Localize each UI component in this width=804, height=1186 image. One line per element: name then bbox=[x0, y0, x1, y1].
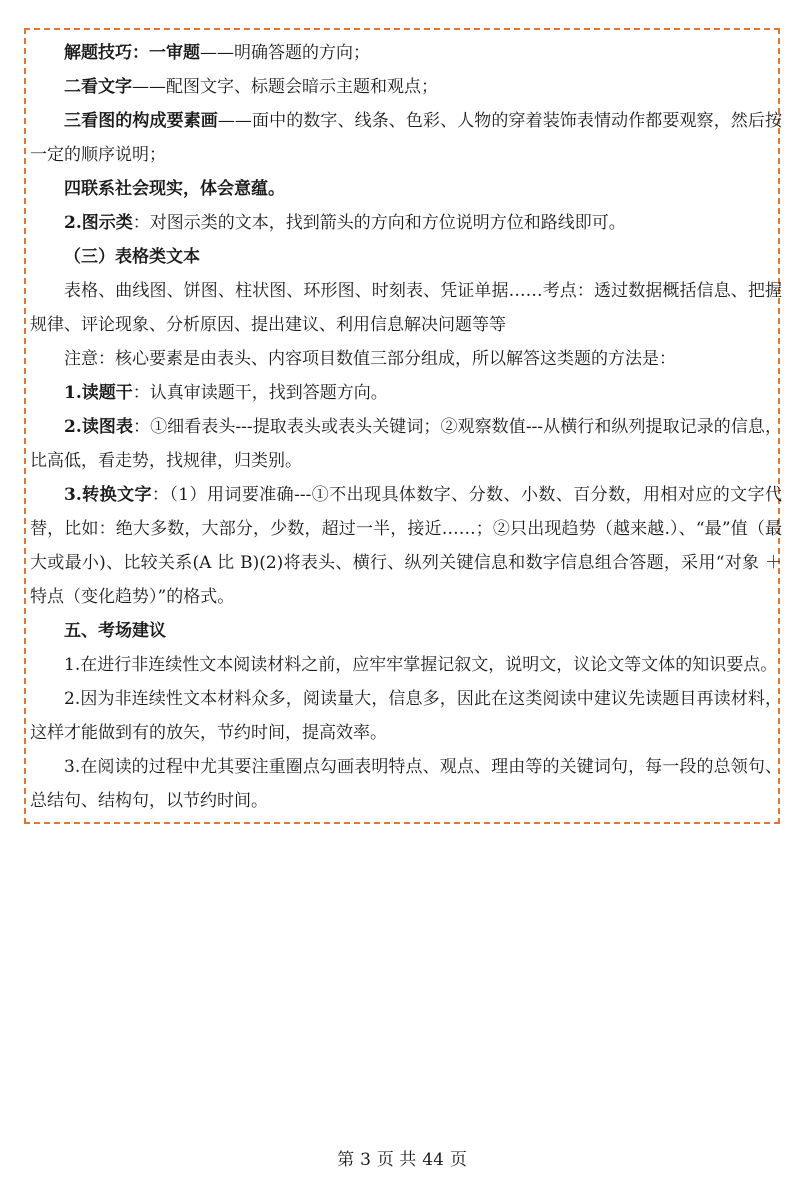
tip3-title: 三看图的构成要素画 bbox=[64, 111, 218, 131]
tip2-text: ——配图文字、标题会暗示主题和观点； bbox=[132, 77, 438, 97]
tips-line-1 bbox=[30, 36, 782, 70]
footer-page-number: 3 bbox=[360, 1150, 371, 1170]
heading-table-text: （三）表格类文本 bbox=[64, 247, 200, 267]
tips-line-4 bbox=[30, 172, 782, 206]
advice-1: 1.在进行非连续性文本阅读材料之前，应牢牢掌握记叙文，说明文，议论文等文体的知识要点。 bbox=[64, 655, 778, 675]
footer-total-pages: 44 bbox=[422, 1150, 444, 1170]
read3-text: ：（1）用词要准确---①不出现具体数字、分数、小数、百分数，用相对应的文字代替，比如：绝大多数，大部分，少数，超过一半，接近……；②只出现趋势（越来越.）、“最”值（最大或最小)、比较关系(A 比 B)(2)将表头、横行、纵列关键信息和数字信息组合答题，采用“对象 ＋特点（变化趋势）”的格式。 bbox=[30, 485, 782, 607]
table-types-paragraph: 表格、曲线图、饼图、柱状图、环形图、时刻表、凭证单据……考点：透过数据概括信息、把握规律、评论现象、分析原因、提出建议、利用信息解决问题等等 bbox=[30, 281, 782, 335]
item2-text: ：对图示类的文本，找到箭头的方向和方位说明方位和路线即可。 bbox=[132, 213, 626, 233]
tips-line-3 bbox=[30, 104, 782, 172]
read2-title: 2.读图表 bbox=[64, 417, 134, 437]
read1-text: ：认真审读题干，找到答题方向。 bbox=[132, 383, 388, 403]
footer-prefix: 第 bbox=[337, 1150, 355, 1170]
note-paragraph: 注意：核心要素是由表头、内容项目数值三部分组成，所以解答这类题的方法是： bbox=[64, 349, 676, 369]
tips-line-2 bbox=[30, 70, 782, 104]
tips-label: 解题技巧： bbox=[64, 43, 149, 63]
read-question-paragraph bbox=[30, 376, 782, 410]
heading-exam-advice: 五、考场建议 bbox=[64, 621, 166, 641]
convert-text-paragraph bbox=[30, 478, 782, 614]
read1-title: 1.读题干 bbox=[64, 383, 133, 403]
page-footer bbox=[0, 1145, 804, 1170]
tip3-text: ——面中的数字、线条、色彩、人物的穿着装饰表情动作都要观察，然后按一定的顺序说明； bbox=[30, 111, 783, 165]
read-chart-paragraph bbox=[30, 410, 782, 478]
read2-text: ：①细看表头---提取表头或表头关键词；②观察数值---从横行和纵列提取记录的信息，比高低，看走势，找规律，归类别。 bbox=[30, 417, 783, 471]
document-body bbox=[30, 36, 782, 818]
item2-title: 2.图示类 bbox=[64, 213, 133, 233]
advice-2: 2.因为非连续性文本材料众多，阅读量大，信息多，因此在这类阅读中建议先读题目再读材料，这样才能做到有的放矢，节约时间，提高效率。 bbox=[30, 689, 782, 743]
tip1-title: 一审题 bbox=[149, 43, 200, 63]
tip2-title: 二看文字 bbox=[64, 77, 132, 97]
footer-suffix: 页 bbox=[449, 1150, 467, 1170]
read3-title: 3.转换文字 bbox=[64, 485, 152, 505]
item-2-diagram bbox=[30, 206, 782, 240]
footer-middle: 页 共 bbox=[376, 1150, 417, 1170]
advice-3: 3.在阅读的过程中尤其要注重圈点勾画表明特点、观点、理由等的关键词句，每一段的总领句、总结句、结构句，以节约时间。 bbox=[30, 757, 782, 811]
tip4-title: 四联系社会现实，体会意蕴。 bbox=[64, 179, 285, 199]
tip1-text: ——明确答题的方向； bbox=[200, 43, 370, 63]
